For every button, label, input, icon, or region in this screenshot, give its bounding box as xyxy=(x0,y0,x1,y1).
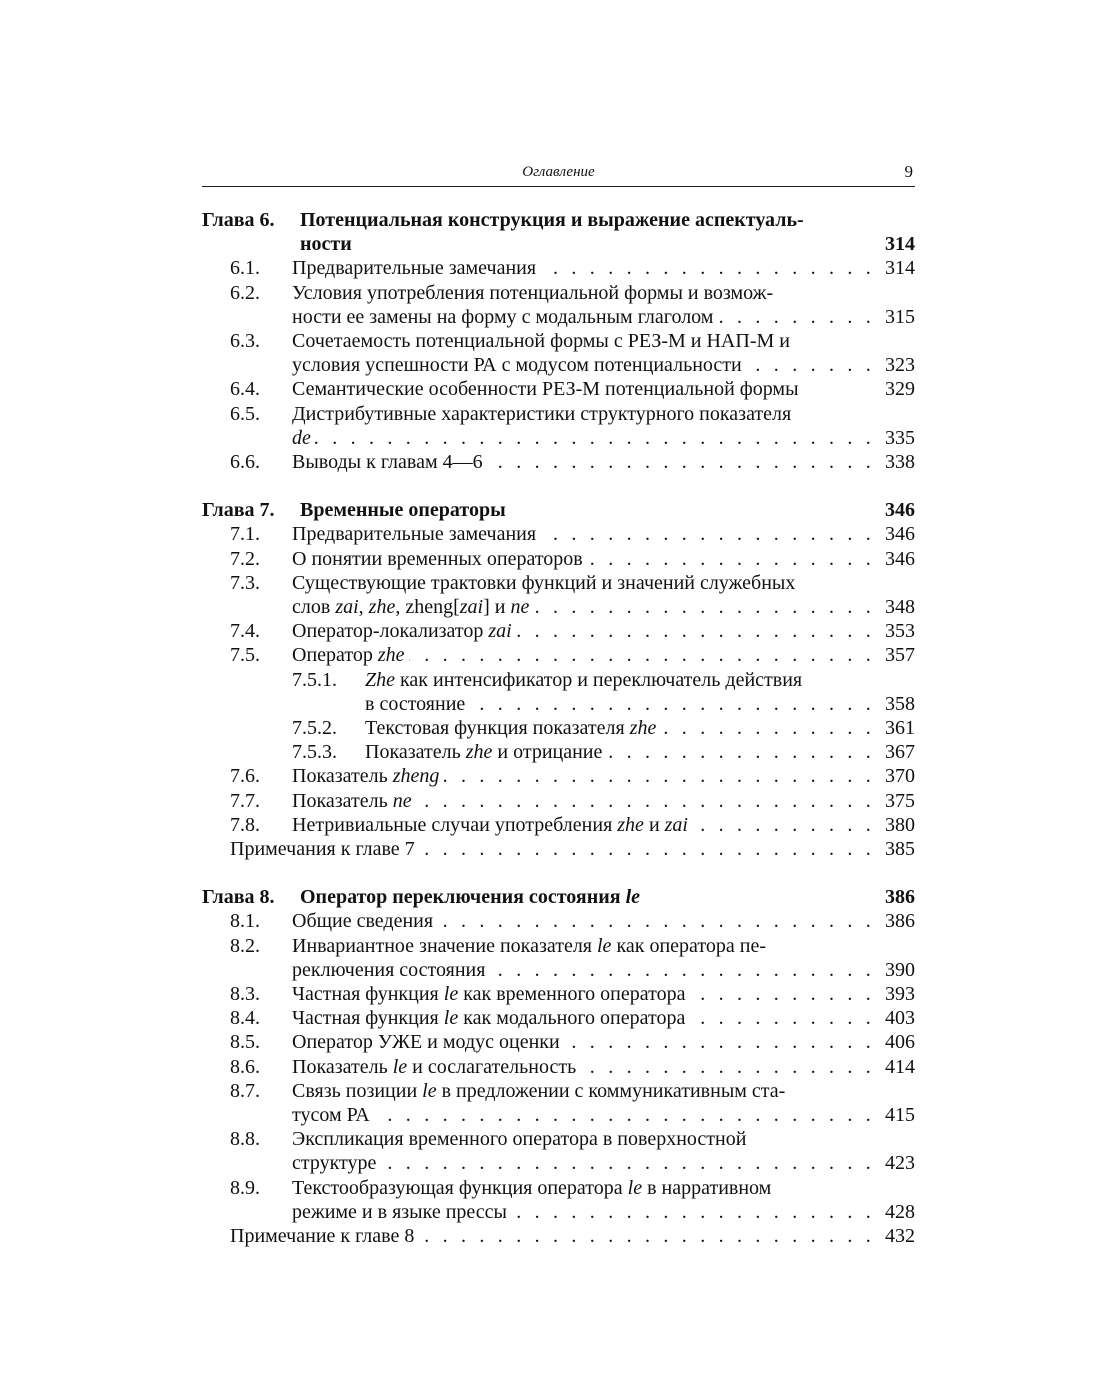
running-title: Оглавление xyxy=(522,164,595,180)
toc-entry xyxy=(202,1030,915,1054)
toc-entry-number: 8.3. xyxy=(230,983,260,1005)
toc-entry-title: Нетривиальные случаи употребления zhe и zai xyxy=(292,813,688,836)
dot-leader xyxy=(717,305,875,329)
toc-entry-page: 314 xyxy=(885,233,915,256)
toc-entry-page: 393 xyxy=(885,983,915,1005)
toc-entry-title: в состояние xyxy=(365,692,466,715)
dot-leader xyxy=(511,1200,875,1224)
dot-leader xyxy=(689,982,875,1006)
toc-entry-number: 7.2. xyxy=(230,547,260,570)
toc-entry xyxy=(202,885,915,909)
toc-entry-title: Предварительные замечания xyxy=(292,523,537,546)
toc-entry xyxy=(202,208,915,232)
toc-entry xyxy=(202,934,915,958)
toc-entry-title: Дистрибутивные характеристики структурного показателя xyxy=(292,402,792,425)
toc-entry-title: Показатель zhe и отрицание xyxy=(365,741,603,764)
toc-entry xyxy=(202,813,915,837)
toc-entry-page: 370 xyxy=(885,765,915,788)
toc-entry-title: Связь позиции le в предложении с коммуникативным ста- xyxy=(292,1079,786,1102)
toc-entry xyxy=(202,1176,915,1200)
toc-entry-page: 386 xyxy=(885,886,915,909)
toc-entry xyxy=(202,353,915,377)
toc-entry-title: Показатель zheng xyxy=(292,765,440,788)
toc-entry xyxy=(202,692,915,716)
toc-entry xyxy=(202,595,915,619)
toc-entry-number: 7.7. xyxy=(230,789,260,812)
toc-entry xyxy=(202,1127,915,1151)
dot-leader xyxy=(660,716,875,740)
toc-entry-number: 7.5. xyxy=(230,644,260,667)
toc-entry-number: 8.6. xyxy=(230,1055,260,1078)
dot-leader xyxy=(533,595,875,619)
dot-leader xyxy=(540,522,875,546)
toc-entry-number: 8.4. xyxy=(230,1007,260,1030)
dot-leader xyxy=(418,1224,875,1248)
toc-entry-page: 348 xyxy=(885,596,915,618)
dot-leader xyxy=(489,958,875,982)
dot-leader xyxy=(469,692,875,716)
toc-entry-title: de xyxy=(292,426,311,449)
toc-entry-title: Примечание к главе 8 xyxy=(230,1224,415,1247)
toc-entry-title: структуре xyxy=(292,1152,377,1175)
toc-entry-number: 7.4. xyxy=(230,620,260,643)
toc-entry-page: 367 xyxy=(885,741,915,764)
dot-leader xyxy=(315,426,875,450)
toc-entry-number: 6.3. xyxy=(230,329,260,352)
toc-entry-title: Показатель le и сослагательность xyxy=(292,1055,577,1078)
toc-entry xyxy=(202,281,915,305)
toc-entry xyxy=(202,668,915,692)
toc-entry-title: О понятии временных операторов xyxy=(292,547,583,570)
toc-entry-title: Оператор zhe xyxy=(292,644,405,667)
toc-entry-page: 329 xyxy=(885,378,915,401)
dot-leader xyxy=(487,450,875,474)
dot-leader xyxy=(409,643,875,667)
toc-entry-page: 346 xyxy=(885,547,915,570)
toc-entry-page: 415 xyxy=(885,1103,915,1126)
dot-leader xyxy=(437,909,875,933)
toc-entry xyxy=(202,426,915,450)
toc-entry-number: 7.6. xyxy=(230,765,260,788)
dot-leader xyxy=(419,837,875,861)
toc-entry xyxy=(202,764,915,788)
toc-entry xyxy=(202,1224,915,1248)
toc-entry-title: Общие сведения xyxy=(292,910,434,933)
toc-entry-page: 314 xyxy=(885,257,915,280)
toc-entry-title: Текстообразующая функция оператора le в нарративном xyxy=(292,1176,772,1199)
toc-entry xyxy=(202,498,915,522)
toc-entry xyxy=(202,837,915,861)
toc-entry-title: Примечания к главе 7 xyxy=(230,837,415,860)
toc-entry-page: 335 xyxy=(885,426,915,449)
dot-leader xyxy=(374,1103,875,1127)
toc-entry-title: Оператор-локализатор zai xyxy=(292,620,512,643)
dot-leader xyxy=(564,1030,875,1054)
toc-entry-title: ности xyxy=(300,233,352,256)
toc-entry-title: Текстовая функция показателя zhe xyxy=(365,716,657,739)
dot-leader xyxy=(580,1055,875,1079)
dot-leader xyxy=(540,256,875,280)
dot-leader xyxy=(516,619,875,643)
running-header xyxy=(202,160,915,187)
toc-entry xyxy=(202,1055,915,1079)
toc-entry-number: 8.5. xyxy=(230,1031,260,1054)
toc-entry-title: условия успешности РА с модусом потенциальности xyxy=(292,354,742,377)
toc-entry xyxy=(202,716,915,740)
toc-entry-page: 403 xyxy=(885,1007,915,1030)
toc-entry xyxy=(202,982,915,1006)
toc-entry xyxy=(202,1200,915,1224)
toc-entry-title: Zhe как интенсификатор и переключатель действия xyxy=(365,668,803,691)
toc-entry-number: 7.8. xyxy=(230,813,260,836)
toc-entry-page: 385 xyxy=(885,837,915,860)
toc-entry xyxy=(202,256,915,280)
toc-entry-number: Глава 7. xyxy=(202,499,275,522)
toc-entry xyxy=(202,232,915,256)
toc-entry-page: 428 xyxy=(885,1200,915,1223)
toc-entry-title: Семантические особенности РЕЗ-М потенциальной формы xyxy=(292,378,799,401)
toc-entry-page: 406 xyxy=(885,1031,915,1054)
toc-entry-number: Глава 6. xyxy=(202,209,275,231)
toc-entry-page: 357 xyxy=(885,644,915,667)
toc-entry-title: Потенциальная конструкция и выражение аспектуаль- xyxy=(300,209,804,231)
toc-entry-title: слов zai, zhe, zheng[zai] и ne xyxy=(292,596,530,618)
toc-entry-number: 7.5.1. xyxy=(292,668,337,691)
toc-entry-page: 380 xyxy=(885,813,915,836)
toc-entry-page: 432 xyxy=(885,1224,915,1247)
toc-entry-title: реключения состояния xyxy=(292,958,486,981)
toc-entry-page: 390 xyxy=(885,958,915,981)
toc-entry-title: Инвариантное значение показателя le как оператора пе- xyxy=(292,934,766,957)
toc-entry-number: 6.2. xyxy=(230,281,260,304)
toc-entry-page: 361 xyxy=(885,716,915,739)
toc-entry xyxy=(202,1079,915,1103)
toc-entry xyxy=(202,329,915,353)
toc-entry-number: 7.5.3. xyxy=(292,741,337,764)
toc-entry-title: Экспликация временного оператора в поверхностной xyxy=(292,1128,747,1151)
dot-leader xyxy=(606,740,875,764)
toc-entry-title: Условия употребления потенциальной формы и возмож- xyxy=(292,281,774,304)
dot-leader xyxy=(692,813,875,837)
toc-entry xyxy=(202,1151,915,1175)
toc-entry-number: 7.5.2. xyxy=(292,716,337,739)
toc-entry-number: 6.4. xyxy=(230,378,260,401)
toc-entry xyxy=(202,450,915,474)
toc-entry xyxy=(202,305,915,329)
toc-spacer xyxy=(202,474,915,498)
toc-entry-number: 6.6. xyxy=(230,450,260,473)
toc-entry-title: Показатель ne xyxy=(292,789,412,812)
dot-leader xyxy=(746,353,875,377)
toc-entry xyxy=(202,1103,915,1127)
toc-entry xyxy=(202,522,915,546)
dot-leader xyxy=(416,789,875,813)
toc-entry-title: Сочетаемость потенциальной формы с РЕЗ-М и НАП-М и xyxy=(292,329,790,352)
toc-entry-number: 8.2. xyxy=(230,934,260,957)
toc-entry xyxy=(202,547,915,571)
toc-entry-number: Глава 8. xyxy=(202,886,275,909)
dot-leader xyxy=(689,1006,875,1030)
toc-entry-page: 346 xyxy=(885,499,915,522)
toc-entry-title: Оператор переключения состояния le xyxy=(300,886,640,909)
toc-entry xyxy=(202,909,915,933)
toc-entry-number: 8.9. xyxy=(230,1176,260,1199)
toc-entry-title: ности ее замены на форму с модальным глаголом xyxy=(292,305,714,328)
toc-entry xyxy=(202,789,915,813)
dot-leader xyxy=(443,764,875,788)
toc-entry-page: 346 xyxy=(885,523,915,546)
toc-entry-page: 338 xyxy=(885,450,915,473)
toc-entry-title: Временные операторы xyxy=(300,499,506,522)
toc-entry-title: режиме и в языке прессы xyxy=(292,1200,507,1223)
toc-entry-number: 6.1. xyxy=(230,257,260,280)
toc-entry-number: 6.5. xyxy=(230,402,260,425)
toc-entry-number: 7.1. xyxy=(230,523,260,546)
toc-entry xyxy=(202,740,915,764)
toc-entry-page: 423 xyxy=(885,1152,915,1175)
toc-entry-number: 8.7. xyxy=(230,1079,260,1102)
toc-entry-page: 315 xyxy=(885,305,915,328)
toc-spacer xyxy=(202,861,915,885)
toc-entry-page: 358 xyxy=(885,692,915,715)
page-number: 9 xyxy=(904,162,913,181)
toc-entry xyxy=(202,402,915,426)
toc-entry-title: тусом РА xyxy=(292,1103,370,1126)
table-of-contents xyxy=(202,208,915,1248)
dot-leader xyxy=(587,547,875,571)
toc-entry-title: Существующие трактовки функций и значений служебных xyxy=(292,571,796,594)
toc-entry-page: 414 xyxy=(885,1055,915,1078)
toc-entry xyxy=(202,643,915,667)
toc-entry-number: 7.3. xyxy=(230,571,260,594)
toc-entry xyxy=(202,1006,915,1030)
toc-entry-number: 8.1. xyxy=(230,910,260,933)
dot-leader xyxy=(380,1151,875,1175)
toc-entry-page: 375 xyxy=(885,789,915,812)
toc-entry xyxy=(202,958,915,982)
toc-entry-title: Оператор УЖЕ и модус оценки xyxy=(292,1031,560,1054)
toc-entry-title: Частная функция le как временного оператора xyxy=(292,983,686,1005)
toc-entry-title: Предварительные замечания xyxy=(292,257,537,280)
toc-entry-page: 353 xyxy=(885,620,915,643)
toc-entry-number: 8.8. xyxy=(230,1128,260,1151)
toc-entry-title: Выводы к главам 4—6 xyxy=(292,450,483,473)
toc-entry xyxy=(202,377,915,401)
toc-entry xyxy=(202,571,915,595)
toc-entry-page: 323 xyxy=(885,354,915,377)
toc-entry-title: Частная функция le как модального оператора xyxy=(292,1007,686,1030)
toc-entry xyxy=(202,619,915,643)
toc-entry-page: 386 xyxy=(885,910,915,933)
